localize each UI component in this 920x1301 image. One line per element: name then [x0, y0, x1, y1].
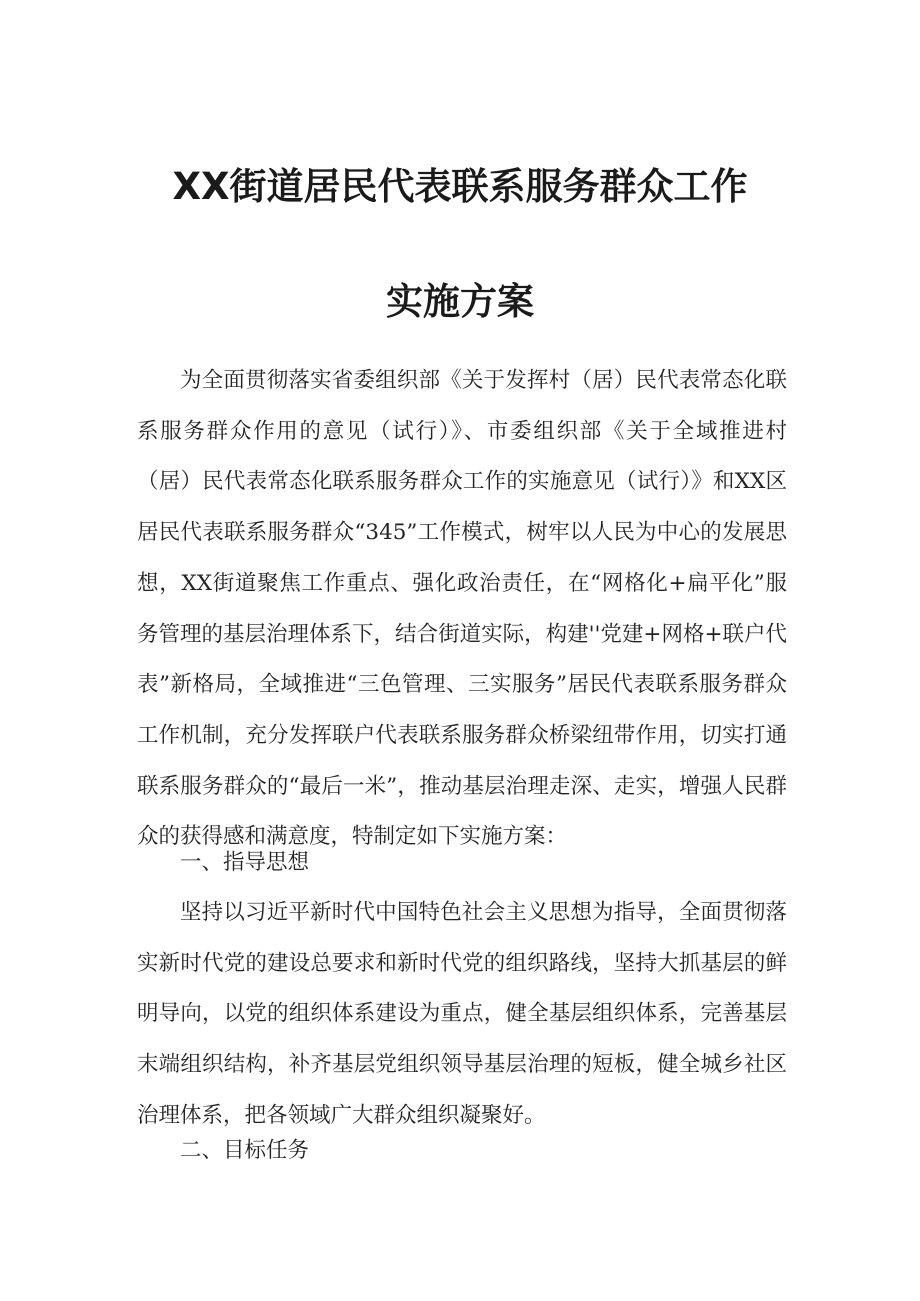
document-title-line-2: 实施方案 — [386, 280, 534, 323]
section-heading-goals-tasks: 二、目标任务 — [180, 1138, 310, 1163]
intro-paragraph: 为全面贯彻落实省委组织部《关于发挥村（居）民代表常态化联系服务群众作用的意见（试行）》、市委组织部《关于全域推进村（居）民代表常态化联系服务群众工作的实施意见（试行）》和XX区居民代表联系服务群众“345”工作模式，树牢以人民为中心的发展思想，XX街道聚焦工作重点、强化政治责任，在“网格化+扁平化”服务管理的基层治理体系下，结合街道实际，构建''党建+网格+联户代表”新格局，全域推进“三色管理、三实服务”居民代表联系服务群众工作机制，充分发挥联户代表联系服务群众桥梁纽带作用，切实打通联系服务群众的“最后一米”，推动基层治理走深、走实，增强人民群众的获得感和满意度，特制定如下实施方案： — [137, 368, 787, 850]
section-heading-guiding-ideology: 一、指导思想 — [180, 850, 310, 875]
guiding-ideology-paragraph: 坚持以习近平新时代中国特色社会主义思想为指导，全面贯彻落实新时代党的建设总要求和新时代党的组织路线，坚持大抓基层的鲜明导向，以党的组织体系建设为重点，健全基层组织体系，完善基层末端组织结构，补齐基层党组织领导基层治理的短板，健全城乡社区治理体系，把各领域广大群众组织凝聚好。 — [137, 900, 787, 1128]
document-title-line-1: XX街道居民代表联系服务群众工作 — [172, 165, 748, 208]
